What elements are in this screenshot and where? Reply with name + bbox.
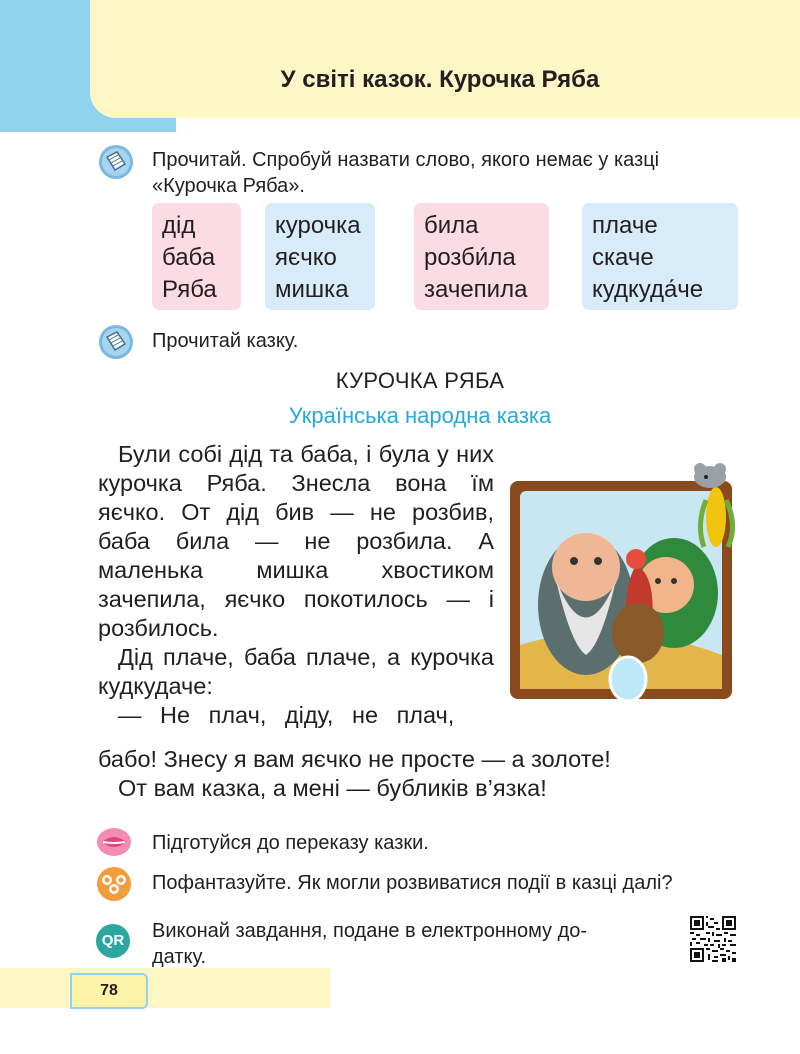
word: розби́ла: [424, 244, 516, 271]
word: яєчко: [275, 244, 337, 271]
word: курочка: [275, 212, 361, 239]
word: дід: [162, 212, 196, 239]
task1-line1: Прочитай. Спробуй назвати слово, якого немає у казці: [152, 149, 660, 171]
story-paragraph: Дід плаче, баба плаче, а курочка кудкудаче:: [98, 644, 494, 699]
story-paragraph: От вам казка, а мені — бубликів в’язка!: [118, 775, 547, 801]
book-icon: [98, 324, 134, 360]
word-group-3: [414, 203, 549, 310]
story-line: бабо! Знесу я вам яєчко не просте — а золоте!: [98, 746, 611, 772]
task-online: [152, 918, 587, 970]
word: зачепила: [424, 276, 528, 303]
lips-icon: [96, 826, 132, 858]
story-illustration: [506, 455, 738, 720]
word: баба: [162, 244, 216, 271]
word: била: [424, 212, 479, 239]
word: плаче: [592, 212, 658, 239]
word: скаче: [592, 244, 654, 271]
word-group-2: [265, 203, 375, 310]
word-group-1: [152, 203, 241, 310]
qr-badge-icon: QR: [96, 924, 130, 958]
word-group-4: [582, 203, 738, 310]
page-title: У світі казок. Курочка Ряба: [280, 66, 600, 93]
page-number: 78: [70, 973, 148, 1009]
group-icon: [96, 866, 132, 902]
story-title: КУРОЧКА РЯБА: [335, 368, 505, 393]
task-online-line2: датку.: [152, 946, 207, 968]
task2-instruction: Прочитай казку.: [152, 330, 299, 352]
qr-code-icon[interactable]: [690, 916, 736, 962]
task-retell: Підготуйся до переказу казки.: [152, 832, 429, 854]
task-online-line1: Виконай завдання, подане в електронному до-: [152, 920, 588, 942]
word: мишка: [275, 276, 349, 303]
word: кудкуда́че: [592, 276, 704, 303]
task1-line2: «Курочка Ряба».: [152, 175, 305, 197]
book-icon: [98, 144, 134, 180]
header-yellow-band: [90, 0, 800, 118]
story-paragraph: Були собі дід та баба, і була у них курочка Ряба. Знесла вона їм яєчко. От дід бив — не розбив, баба била — не розбила. А маленька мишка хвостиком зачепила, яєчко покотилось — і розбилось.: [98, 441, 494, 641]
task-imagine: Пофантазуйте. Як могли розвиватися події в казці далі?: [152, 872, 673, 894]
task1-instruction: [152, 147, 659, 199]
story-paragraph: — Не плач, діду, не плач,: [118, 702, 455, 728]
story-text: [98, 440, 494, 730]
word: Ряба: [162, 276, 217, 303]
story-subtitle: Українська народна казка: [288, 403, 552, 428]
footer-band: [0, 968, 330, 1008]
